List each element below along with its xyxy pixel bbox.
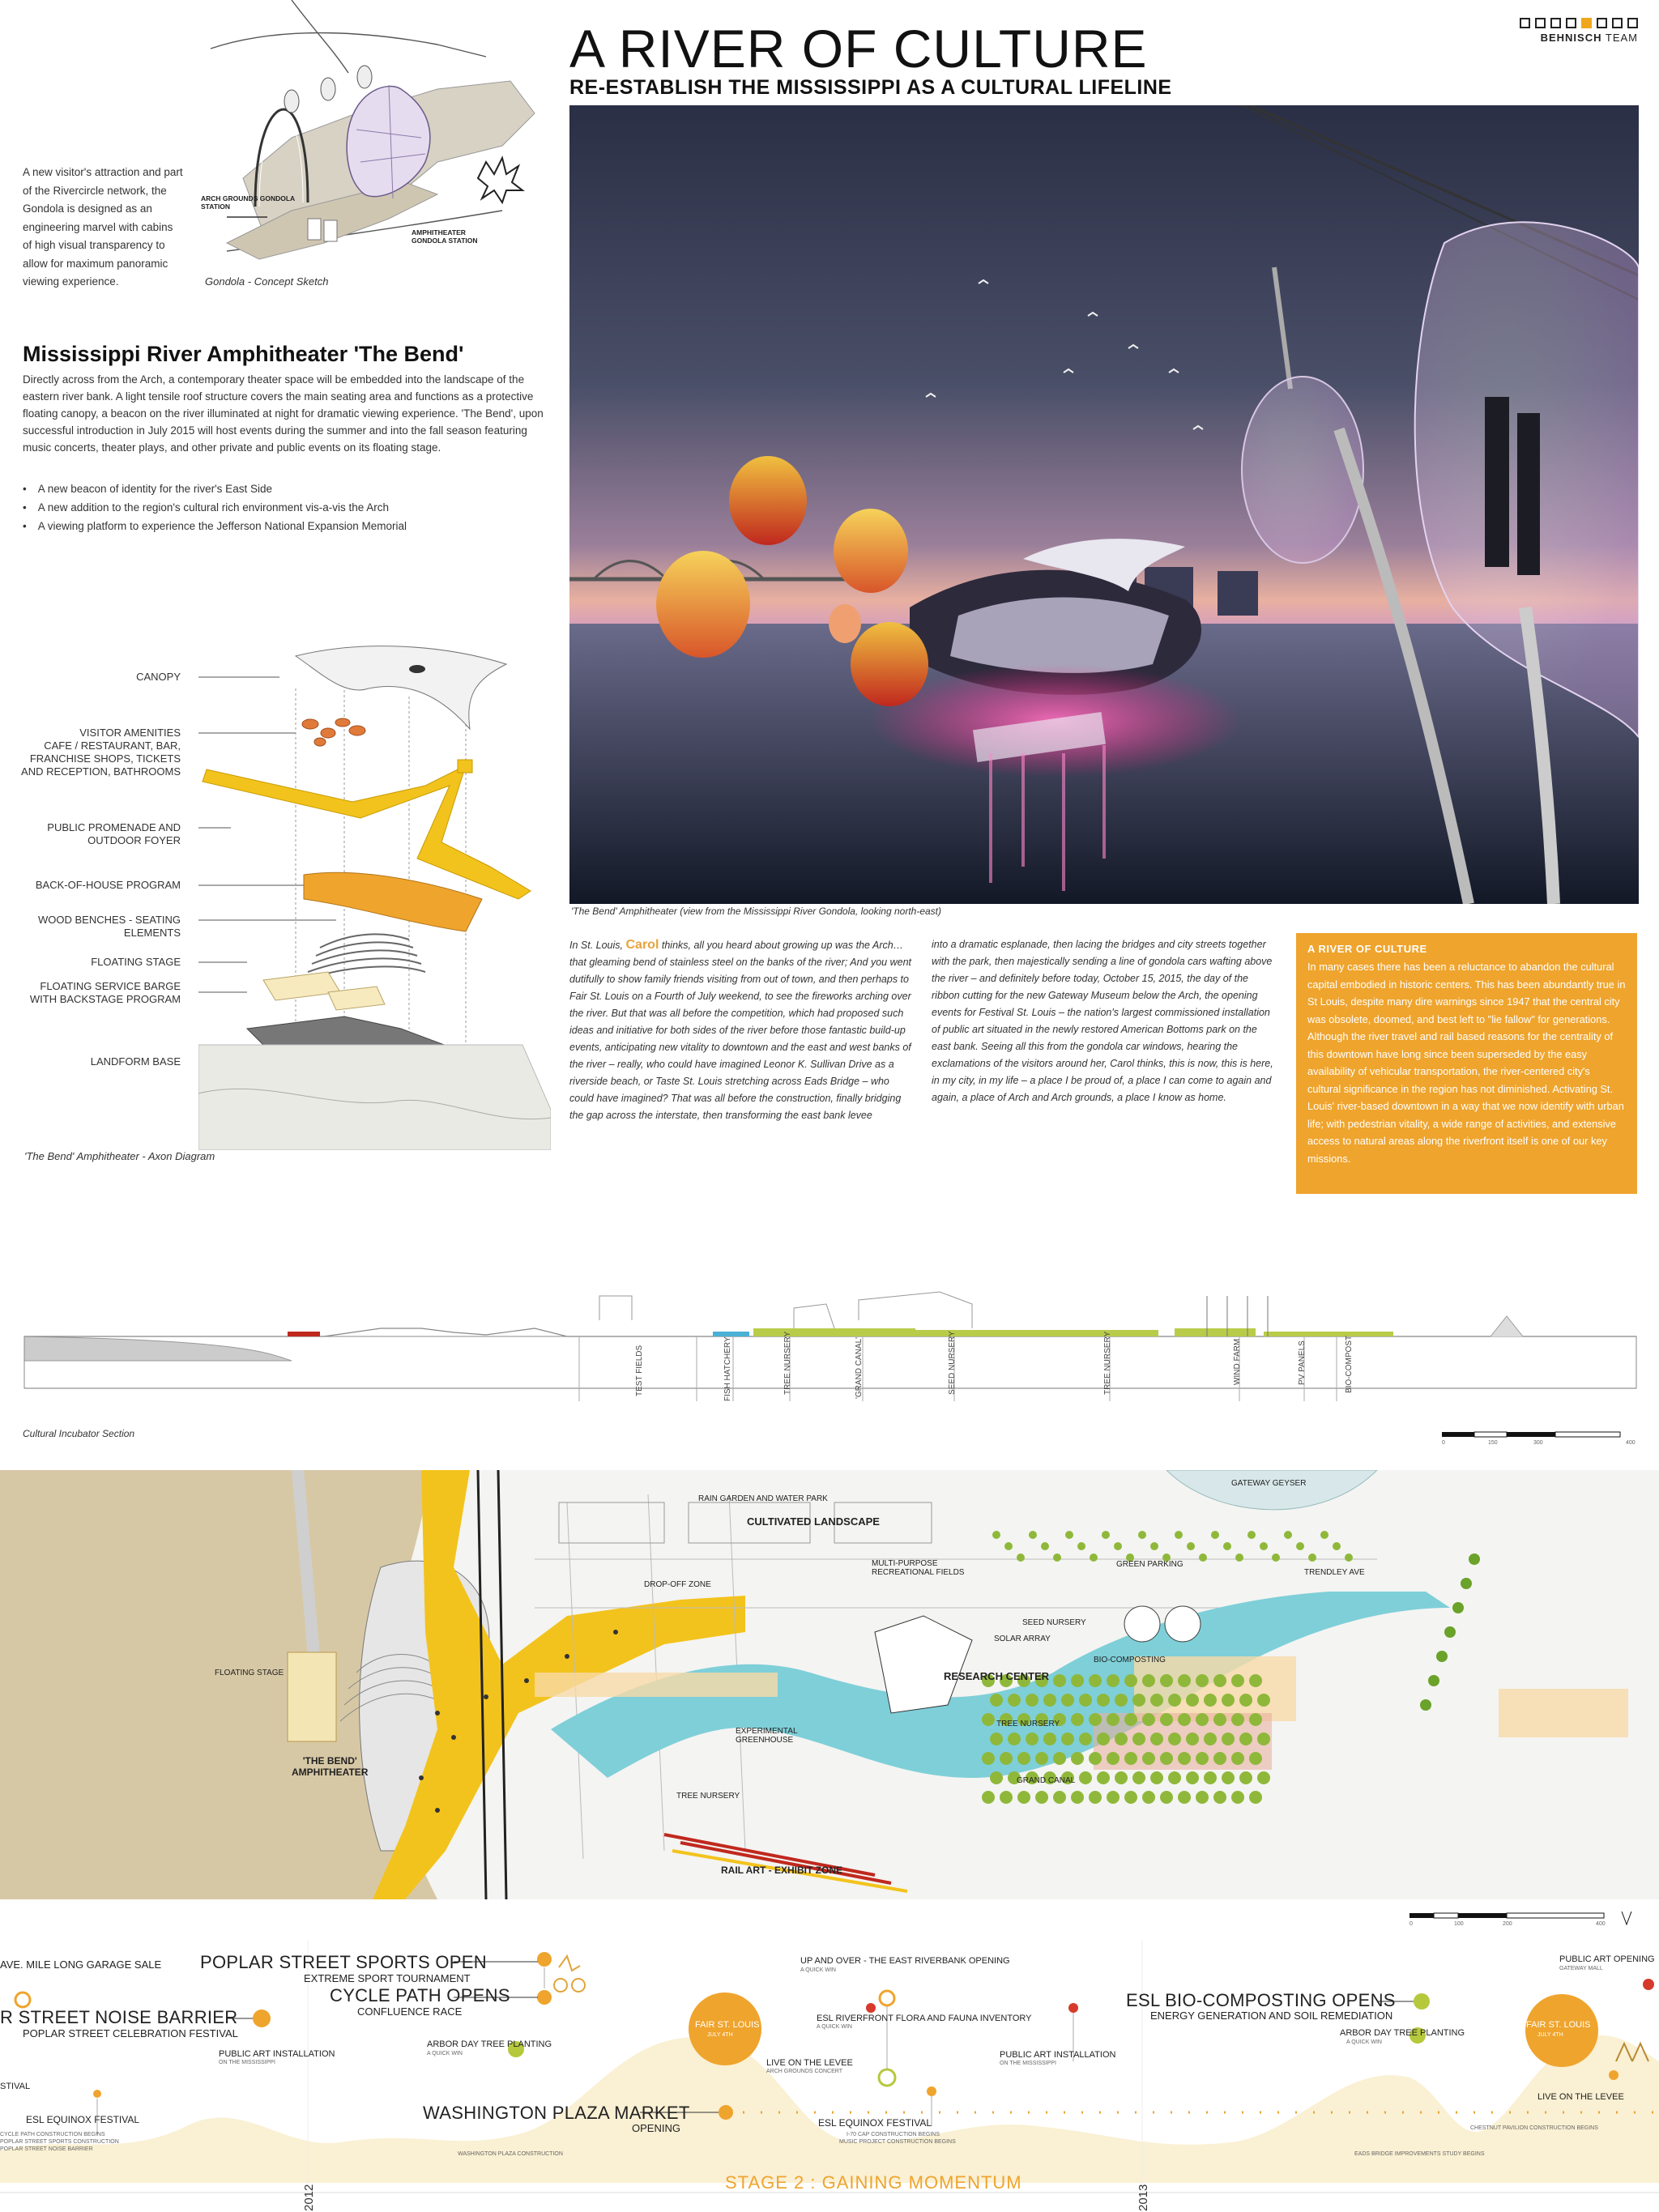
tree-dot xyxy=(1213,1713,1226,1726)
event-sub: A QUICK WIN xyxy=(817,2024,852,2030)
mission-box xyxy=(1296,933,1637,1194)
construction-note: CYCLE PATH CONSTRUCTION BEGINS xyxy=(0,2132,105,2137)
tree-dot xyxy=(982,1791,995,1804)
timeline-graphic xyxy=(0,1940,1659,2212)
scale-tick: 100 xyxy=(1454,1921,1464,1927)
tree-dot xyxy=(1132,1733,1145,1745)
tree-dot xyxy=(1017,1752,1030,1765)
axon-caption: 'The Bend' Amphitheater - Axon Diagram xyxy=(24,1150,215,1162)
tree-dot xyxy=(990,1694,1003,1707)
tree-dot xyxy=(1035,1791,1048,1804)
tree-dot xyxy=(1308,1554,1316,1562)
section-label: PV PANELS xyxy=(1298,1340,1307,1385)
tree-dot xyxy=(1196,1674,1209,1687)
tree-dot xyxy=(1231,1713,1244,1726)
event-sub: A QUICK WIN xyxy=(427,2051,463,2056)
event-sub: ON THE MISSISSIPPI xyxy=(1000,2061,1056,2066)
hero-caption: 'The Bend' Amphitheater (view from the Mississippi River Gondola, looking north-east) xyxy=(571,906,942,917)
tree-dot xyxy=(1186,1771,1199,1784)
tree-dot xyxy=(1090,1554,1098,1562)
tree-dot xyxy=(1213,1752,1226,1765)
section-label: 'GRAND CANAL' xyxy=(855,1336,864,1399)
tree-dot xyxy=(1071,1674,1084,1687)
plan-label: SOLAR ARRAY xyxy=(994,1634,1051,1643)
story-column-2: into a dramatic esplanade, then lacing the bridges and city streets together with the park, then majestically sending a line of gondola cars wafting above the river – and definitely before today, October 15, 2015, the day of the ribbon cutting for the new Gateway Museum below the Arch, the opening events for Festival St. Louis – the nation's largest commissioned installation of public art situated in the newly restored American Bottoms park on the east bank. Seeing all this from the gondola car windows, hearing the exclamations of the visitors around her, Carol thinks, this is now, this is here, in my city, in my life – a place I be proud of, a place I can come to again and again, a place of Arch and Arch grounds, a place I know as home. xyxy=(932,939,1273,1103)
tree-dot xyxy=(1175,1531,1183,1539)
tree-dot xyxy=(1107,1713,1120,1726)
axon-label-stage: FLOATING STAGE xyxy=(91,956,181,968)
tree-dot xyxy=(1239,1694,1252,1707)
event-sub: A QUICK WIN xyxy=(800,1967,836,1973)
mission-heading: A RIVER OF CULTURE xyxy=(1307,943,1427,955)
tree-dot xyxy=(1213,1674,1226,1687)
event-label: UP AND OVER - THE EAST RIVERBANK OPENING xyxy=(800,1956,1010,1966)
event-label: ARBOR DAY TREE PLANTING xyxy=(427,2039,552,2049)
tree-dot xyxy=(1320,1531,1328,1539)
logo-rest: TEAM xyxy=(1601,32,1638,44)
section-label: FISH HATCHERY xyxy=(723,1336,732,1401)
tree-dot xyxy=(1204,1771,1217,1784)
tree-dot xyxy=(1115,1771,1128,1784)
tree-dot xyxy=(1124,1713,1137,1726)
amphitheater-bullets xyxy=(23,479,541,535)
gondola-caption: Gondola - Concept Sketch xyxy=(205,275,329,288)
tree-dot xyxy=(1257,1694,1270,1707)
tree-dot xyxy=(990,1733,1003,1745)
event-label-major: CYCLE PATH OPENS xyxy=(330,1985,510,2005)
tree-dot xyxy=(1089,1674,1102,1687)
tree-dot xyxy=(1107,1791,1120,1804)
tree-dot xyxy=(1150,1733,1163,1745)
section-caption: Cultural Incubator Section xyxy=(23,1428,135,1439)
tree-dot xyxy=(1211,1531,1219,1539)
tree-dot xyxy=(1026,1733,1038,1745)
section-label: SEED NURSERY xyxy=(948,1331,957,1395)
bullet-item: • A new beacon of identity for the river's East Side xyxy=(23,479,541,498)
tree-dot xyxy=(1213,1791,1226,1804)
gondola-description: A new visitor's attraction and part of the Rivercircle network, the Gondola is designed as an engineering marvel with cabins of high visual transparency to allow for maximum panoramic viewing experience. xyxy=(23,166,183,288)
tree-dot xyxy=(1107,1674,1120,1687)
tree-dot xyxy=(1223,1542,1231,1550)
scale-tick: 200 xyxy=(1503,1921,1512,1927)
tree-dot xyxy=(1079,1771,1092,1784)
tree-dot xyxy=(1178,1791,1191,1804)
tree-dot xyxy=(1061,1694,1074,1707)
plan-label-cultivated: CULTIVATED LANDSCAPE xyxy=(747,1515,880,1528)
tree-dot xyxy=(1178,1674,1191,1687)
tree-dot xyxy=(1107,1752,1120,1765)
axon-label-promenade: PUBLIC PROMENADE AND OUTDOOR FOYER xyxy=(47,821,181,846)
scale-tick: 400 xyxy=(1626,1440,1636,1446)
event-label: ESL EQUINOX FESTIVAL xyxy=(818,2117,932,2129)
axon-diagram xyxy=(198,624,551,1150)
amphitheater-body: Directly across from the Arch, a contemporary theater space will be embedded into the landscape of the eastern river bank. A light tensile roof structure covers the main seating area and functions as a protective floating canopy, a beacon on the river illuminated at night for dramatic viewing experience. 'The Bend', upon successful introduction in July 2015 will host events during the summer and into the fall season featuring music concerts, theater plays, and other private and public events on its floating stage. xyxy=(23,373,544,454)
event-label: PUBLIC ART INSTALLATION xyxy=(219,2049,335,2059)
tree-dot xyxy=(1124,1674,1137,1687)
event-label-major: WASHINGTON PLAZA MARKET xyxy=(423,2103,690,2123)
tree-dot xyxy=(1186,1694,1199,1707)
tree-dot xyxy=(1071,1713,1084,1726)
scale-tick: 400 xyxy=(1596,1921,1606,1927)
amphitheater-heading: Mississippi River Amphitheater 'The Bend' xyxy=(23,342,464,366)
plan-label-rail-art: RAIL ART - EXHIBIT ZONE xyxy=(721,1865,842,1876)
tree-dot xyxy=(1204,1694,1217,1707)
poster-subtitle: RE-ESTABLISH THE MISSISSIPPI AS A CULTURAL LIFELINE xyxy=(569,76,1172,99)
event-sub: JULY 4TH xyxy=(707,2032,733,2038)
event-label: PUBLIC ART OPENING xyxy=(1559,1954,1655,1964)
tree-dot xyxy=(1142,1791,1155,1804)
tree-dot xyxy=(1239,1771,1252,1784)
tree-dot xyxy=(1196,1713,1209,1726)
event-label: PUBLIC ART INSTALLATION xyxy=(1000,2050,1116,2060)
tree-dot xyxy=(1077,1542,1085,1550)
event-label-major: R STREET NOISE BARRIER xyxy=(0,2007,238,2027)
tree-dot xyxy=(1097,1771,1110,1784)
tree-dot xyxy=(1186,1733,1199,1745)
plan-label: BIO-COMPOSTING xyxy=(1094,1656,1166,1664)
plan-label: RAIN GARDEN AND WATER PARK xyxy=(698,1494,828,1503)
tree-dot xyxy=(1249,1713,1262,1726)
tree-dot xyxy=(1333,1542,1341,1550)
tree-dot xyxy=(1053,1752,1066,1765)
tree-dot xyxy=(1142,1752,1155,1765)
axon-label-back-of-house: BACK-OF-HOUSE PROGRAM xyxy=(35,879,181,891)
plan-label-research: RESEARCH CENTER xyxy=(944,1670,1050,1682)
plan-label-bend: 'THE BEND' AMPHITHEATER xyxy=(292,1755,369,1778)
tree-dot xyxy=(1102,1531,1110,1539)
event-label: LIVE ON THE LEVEE xyxy=(1537,2092,1624,2102)
scale-tick: 150 xyxy=(1488,1440,1498,1446)
gondola-concept-sketch xyxy=(194,0,551,275)
stage-label: STAGE 2 : GAINING MOMENTUM xyxy=(725,2172,1022,2193)
construction-note: POPLAR STREET SPORTS CONSTRUCTION xyxy=(0,2139,119,2145)
tree-dot xyxy=(1235,1554,1243,1562)
cultural-incubator-section xyxy=(0,1272,1659,1434)
tree-dot xyxy=(1160,1752,1173,1765)
year-label: 2012 xyxy=(302,2184,316,2211)
plan-label: GRAND CANAL xyxy=(1017,1776,1076,1785)
axon-label-benches: WOOD BENCHES - SEATING ELEMENTS xyxy=(38,914,181,939)
event-sub: ON THE MISSISSIPPI xyxy=(219,2060,275,2065)
tree-dot xyxy=(982,1752,995,1765)
tree-dot xyxy=(1296,1542,1304,1550)
axon-label-barge: FLOATING SERVICE BARGE WITH BACKSTAGE PROGRAM xyxy=(29,980,181,1005)
year-label: 2013 xyxy=(1137,2184,1150,2211)
tree-dot xyxy=(1187,1542,1195,1550)
tree-dot xyxy=(1272,1554,1280,1562)
tree-dot xyxy=(1257,1771,1270,1784)
tree-dot xyxy=(1160,1674,1173,1687)
tree-dot xyxy=(1196,1791,1209,1804)
plan-label: GATEWAY GEYSER xyxy=(1231,1479,1307,1488)
event-sub: GATEWAY MALL xyxy=(1559,1966,1603,1971)
event-label: STIVAL xyxy=(0,2082,31,2091)
tree-dot xyxy=(1132,1771,1145,1784)
tree-dot xyxy=(1132,1694,1145,1707)
tree-dot xyxy=(1026,1694,1038,1707)
tree-dot xyxy=(1196,1752,1209,1765)
tree-dot xyxy=(1114,1542,1122,1550)
tree-dot xyxy=(1160,1713,1173,1726)
tree-dot xyxy=(1150,1694,1163,1707)
tree-dot xyxy=(1199,1554,1207,1562)
tree-dot xyxy=(1150,1542,1158,1550)
tree-dot xyxy=(1053,1791,1066,1804)
tree-dot xyxy=(1097,1733,1110,1745)
tree-dot xyxy=(1000,1791,1013,1804)
logo-bold: BEHNISCH xyxy=(1540,32,1602,44)
tree-dot xyxy=(1035,1752,1048,1765)
event-label: ESL RIVERFRONT FLORA AND FAUNA INVENTORY xyxy=(817,2014,1032,2023)
tree-dot xyxy=(1089,1713,1102,1726)
construction-note: I-70 CAP CONSTRUCTION BEGINS xyxy=(847,2132,940,2137)
tree-dot xyxy=(1345,1554,1353,1562)
tree-dot xyxy=(1222,1694,1235,1707)
tree-dot xyxy=(1079,1733,1092,1745)
tree-dot xyxy=(1029,1531,1037,1539)
event-label: AVE. MILE LONG GARAGE SALE xyxy=(0,1958,162,1971)
tree-dot xyxy=(1249,1791,1262,1804)
tree-dot xyxy=(1231,1752,1244,1765)
plan-label: TRENDLEY AVE xyxy=(1304,1568,1365,1577)
tree-dot xyxy=(1115,1694,1128,1707)
event-sub: JULY 4TH xyxy=(1537,2032,1563,2038)
section-label: TEST FIELDS xyxy=(635,1345,644,1396)
tree-dot xyxy=(1168,1733,1181,1745)
plan-label: FLOATING STAGE xyxy=(215,1669,284,1677)
tree-dot xyxy=(1008,1694,1021,1707)
team-logo xyxy=(1520,18,1638,44)
tree-dot xyxy=(1017,1554,1025,1562)
story-column-1: In St. Louis, Carol thinks, all you heard about growing up was the Arch… that gleaming bend of stainless steel on the banks of the river; And you went dutifully to show family friends visiting from out of town, and then perhaps to Fair St. Louis on a Fourth of July weekend, to see the fireworks arching over the river. But that was all before the competition, which had proposed such ideas and initiative for both sides of the river before those fantastic build-up events, anticipating new vitality to downtown and the east and west banks of the river – really, who could have imagined Leonor K. Sullivan Drive as a riverside beach, or Taste St. Louis stretching across Eads Bridge – who could have imagined? That was all before the construction, finally bridging the gap across the interstate, then transforming the east bank levee xyxy=(569,938,912,1121)
tree-dot xyxy=(1017,1791,1030,1804)
tree-dot xyxy=(1249,1674,1262,1687)
scale-tick: 0 xyxy=(1410,1921,1413,1927)
tree-dot xyxy=(1053,1554,1061,1562)
label-amphi-station: AMPHITHEATER GONDOLA STATION xyxy=(412,228,478,245)
tree-dot xyxy=(1284,1531,1292,1539)
label-arch-station: ARCH GROUNDS GONDOLA STATION xyxy=(201,194,295,211)
plan-label: EXPERIMENTAL GREENHOUSE xyxy=(736,1727,798,1745)
tree-dot xyxy=(1138,1531,1146,1539)
section-label: TREE NURSERY xyxy=(783,1331,792,1395)
tree-dot xyxy=(1204,1733,1217,1745)
bullet-item: • A new addition to the region's cultural rich environment vis-a-vis the Arch xyxy=(23,498,541,517)
hero-rendering xyxy=(569,105,1639,904)
axon-label-canopy: CANOPY xyxy=(136,671,181,683)
event-label-fair: FAIR ST. LOUIS xyxy=(695,2020,760,2030)
mission-body: In many cases there has been a reluctance to abandon the cultural capital embodied in historic centers. This has been abundantly true in St Louis, despite many dire warnings since 1947 that the central city was obsolete, doomed, and best left to "lie fallow" for generations. Although the river travel and rail based reasons for the centrality of this downtown have long since been superseded by the easy availability of vehicular transportation, the river-centered city's cultural significance in the region has not diminished. Activating St. Louis' river-based downtown in a way that we now identify with urban life; with pedestrian vitality, a wide range of activities, and extensive access to natural areas along the riverfront itself is one of our key missions. xyxy=(1307,961,1626,1165)
tree-dot xyxy=(1142,1713,1155,1726)
plan-label: TREE NURSERY xyxy=(676,1792,740,1801)
event-label: ENERGY GENERATION AND SOIL REMEDIATION xyxy=(1150,2010,1393,2022)
section-label: WIND FARM xyxy=(1233,1338,1242,1385)
logo-boxes-icon xyxy=(1520,18,1638,28)
construction-note: MUSIC PROJECT CONSTRUCTION BEGINS xyxy=(839,2139,956,2145)
construction-note: CHESTNUT PAVILION CONSTRUCTION BEGINS xyxy=(1470,2125,1598,2131)
tree-dot xyxy=(1142,1674,1155,1687)
tree-dot xyxy=(1089,1752,1102,1765)
scale-tick: 0 xyxy=(1442,1440,1445,1446)
event-label-major: ESL BIO-COMPOSTING OPENS xyxy=(1126,1990,1396,2010)
event-label: OPENING xyxy=(632,2122,680,2134)
event-sub: A QUICK WIN xyxy=(1346,2039,1382,2045)
tree-dot xyxy=(982,1713,995,1726)
poster-title: A RIVER OF CULTURE xyxy=(569,19,1148,79)
tree-dot xyxy=(1160,1791,1173,1804)
tree-dot xyxy=(1124,1791,1137,1804)
tree-dot xyxy=(990,1771,1003,1784)
event-label: LIVE ON THE LEVEE xyxy=(766,2058,853,2068)
tree-dot xyxy=(1079,1694,1092,1707)
tree-dot xyxy=(1168,1694,1181,1707)
tree-dot xyxy=(1150,1771,1163,1784)
tree-dot xyxy=(1222,1771,1235,1784)
tree-dot xyxy=(1257,1733,1270,1745)
axon-label-amenities: VISITOR AMENITIES CAFE / RESTAURANT, BAR, FRANCHISE SHOPS, TICKETS AND RECEPTION, BATHROOMS xyxy=(21,727,181,778)
event-label: POPLAR STREET CELEBRATION FESTIVAL xyxy=(23,2027,238,2039)
tree-dot xyxy=(1053,1674,1066,1687)
story-name: Carol xyxy=(625,938,659,952)
plan-label: MULTI-PURPOSE RECREATIONAL FIELDS xyxy=(872,1559,965,1577)
tree-dot xyxy=(1004,1542,1013,1550)
bullet-item: • A viewing platform to experience the Jefferson National Expansion Memorial xyxy=(23,517,541,535)
tree-dot xyxy=(1239,1733,1252,1745)
plan-label: GREEN PARKING xyxy=(1116,1560,1183,1569)
plan-label: DROP-OFF ZONE xyxy=(644,1580,711,1589)
tree-dot xyxy=(1178,1713,1191,1726)
tree-dot xyxy=(1008,1733,1021,1745)
tree-dot xyxy=(1000,1752,1013,1765)
tree-dot xyxy=(1231,1674,1244,1687)
event-sub: ARCH GROUNDS CONCERT xyxy=(766,2069,842,2074)
tree-dot xyxy=(1043,1694,1056,1707)
event-label-fair: FAIR ST. LOUIS xyxy=(1526,2020,1591,2030)
tree-dot xyxy=(1097,1694,1110,1707)
tree-dot xyxy=(1043,1733,1056,1745)
construction-note: POPLAR STREET NOISE BARRIER xyxy=(0,2146,93,2152)
tree-dot xyxy=(1071,1791,1084,1804)
tree-dot xyxy=(1231,1791,1244,1804)
event-label: ESL EQUINOX FESTIVAL xyxy=(26,2114,140,2125)
tree-dot xyxy=(1061,1733,1074,1745)
tree-dot xyxy=(1065,1531,1073,1539)
tree-dot xyxy=(1222,1733,1235,1745)
section-label: TREE NURSERY xyxy=(1103,1331,1112,1395)
tree-dot xyxy=(1041,1542,1049,1550)
construction-note: WASHINGTON PLAZA CONSTRUCTION xyxy=(458,2151,563,2157)
event-label: CONFLUENCE RACE xyxy=(357,2005,463,2018)
tree-dot xyxy=(1249,1752,1262,1765)
event-label-major: POPLAR STREET SPORTS OPEN xyxy=(200,1952,487,1972)
tree-dot xyxy=(1260,1542,1268,1550)
section-label: BIO-COMPOST xyxy=(1345,1335,1354,1393)
site-plan xyxy=(0,1470,1659,1899)
tree-dot xyxy=(1178,1752,1191,1765)
tree-dot xyxy=(1089,1791,1102,1804)
tree-dot xyxy=(1168,1771,1181,1784)
construction-note: EADS BRIDGE IMPROVEMENTS STUDY BEGINS xyxy=(1354,2151,1485,2157)
tree-dot xyxy=(1124,1752,1137,1765)
scale-tick: 300 xyxy=(1533,1440,1543,1446)
tree-dot xyxy=(1071,1752,1084,1765)
tree-dot xyxy=(1115,1733,1128,1745)
plan-label: TREE NURSERY xyxy=(996,1720,1060,1728)
axon-label-landform: LANDFORM BASE xyxy=(90,1055,181,1068)
plan-label: SEED NURSERY xyxy=(1022,1618,1086,1627)
tree-dot xyxy=(992,1531,1000,1539)
tree-dot xyxy=(1247,1531,1256,1539)
event-label: ARBOR DAY TREE PLANTING xyxy=(1340,2028,1465,2038)
event-label: EXTREME SPORT TOURNAMENT xyxy=(304,1972,471,1984)
